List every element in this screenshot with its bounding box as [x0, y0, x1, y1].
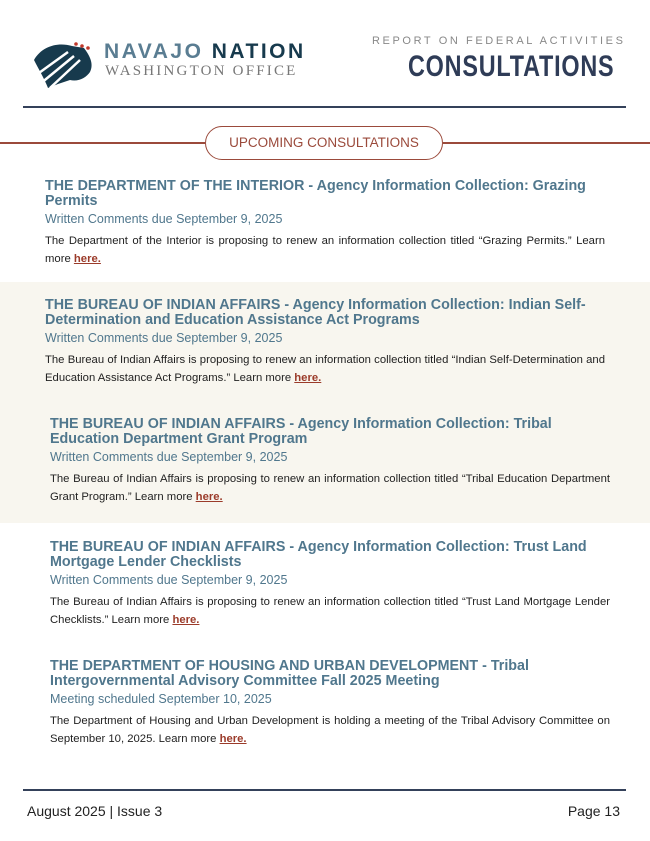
entry-title: THE BUREAU OF INDIAN AFFAIRS - Agency Information Collection: Trust Land Mortgage Lender Checklists: [50, 539, 587, 570]
entry-title: THE BUREAU OF INDIAN AFFAIRS - Agency Information Collection: Tribal Education Department Grant Program: [50, 416, 552, 447]
brand-name: NAVAJO NATION: [104, 40, 306, 63]
consultation-entry: [45, 298, 605, 387]
section-line-right: [443, 142, 650, 144]
consultation-entry: [45, 179, 605, 268]
header-divider: [23, 106, 626, 108]
entry-title: THE DEPARTMENT OF THE INTERIOR - Agency Information Collection: Grazing Permits: [45, 178, 586, 209]
section-line-left: [0, 142, 205, 144]
consultation-entry: [50, 540, 610, 629]
entry-due: Written Comments due September 9, 2025: [50, 450, 288, 464]
learn-more-link[interactable]: here.: [195, 491, 223, 503]
footer-divider: [23, 789, 626, 791]
learn-more-link[interactable]: here.: [73, 253, 101, 265]
navajo-nation-logo: [28, 38, 100, 90]
entry-due: Written Comments due September 9, 2025: [50, 573, 288, 587]
learn-more-link[interactable]: here.: [172, 614, 200, 626]
page-title: CONSULTATIONS: [408, 50, 615, 83]
report-label: REPORT ON FEDERAL ACTIVITIES: [372, 35, 626, 47]
learn-more-link[interactable]: here.: [294, 372, 322, 384]
consultation-entry: [50, 659, 610, 748]
brand-subtitle: WASHINGTON OFFICE: [105, 63, 298, 79]
entry-due: Meeting scheduled September 10, 2025: [50, 692, 272, 706]
page-number: Page 13: [567, 803, 620, 819]
issue-label: August 2025 | Issue 3: [27, 803, 163, 819]
entry-body: The Bureau of Indian Affairs is proposing to renew an information collection titled “Trust Land Mortgage Lender Checklists.” Learn more here.: [50, 596, 610, 626]
learn-more-link[interactable]: here.: [219, 733, 247, 745]
entry-body: The Bureau of Indian Affairs is proposing to renew an information collection titled “Indian Self-Determination and Education Assistance Act Programs.” Learn more here.: [45, 354, 605, 384]
consultation-entry: [50, 417, 610, 506]
entry-due: Written Comments due September 9, 2025: [45, 331, 283, 345]
entry-due: Written Comments due September 9, 2025: [45, 212, 283, 226]
entry-body: The Department of Housing and Urban Development is holding a meeting of the Tribal Advisory Committee on September 10, 2025. Learn more here.: [50, 715, 610, 745]
section-label: UPCOMING CONSULTATIONS: [205, 126, 443, 160]
entry-body: The Bureau of Indian Affairs is proposing to renew an information collection titled “Tribal Education Department Grant Program.” Learn more here.: [50, 473, 610, 503]
entry-title: THE BUREAU OF INDIAN AFFAIRS - Agency Information Collection: Indian Self-Determination and Education Assistance Act Programs: [45, 297, 586, 328]
entry-title: THE DEPARTMENT OF HOUSING AND URBAN DEVELOPMENT - Tribal Intergovernmental Advisory Committee Fall 2025 Meeting: [50, 658, 529, 689]
entry-body: The Department of the Interior is proposing to renew an information collection titled “Grazing Permits.” Learn more here.: [45, 235, 605, 265]
